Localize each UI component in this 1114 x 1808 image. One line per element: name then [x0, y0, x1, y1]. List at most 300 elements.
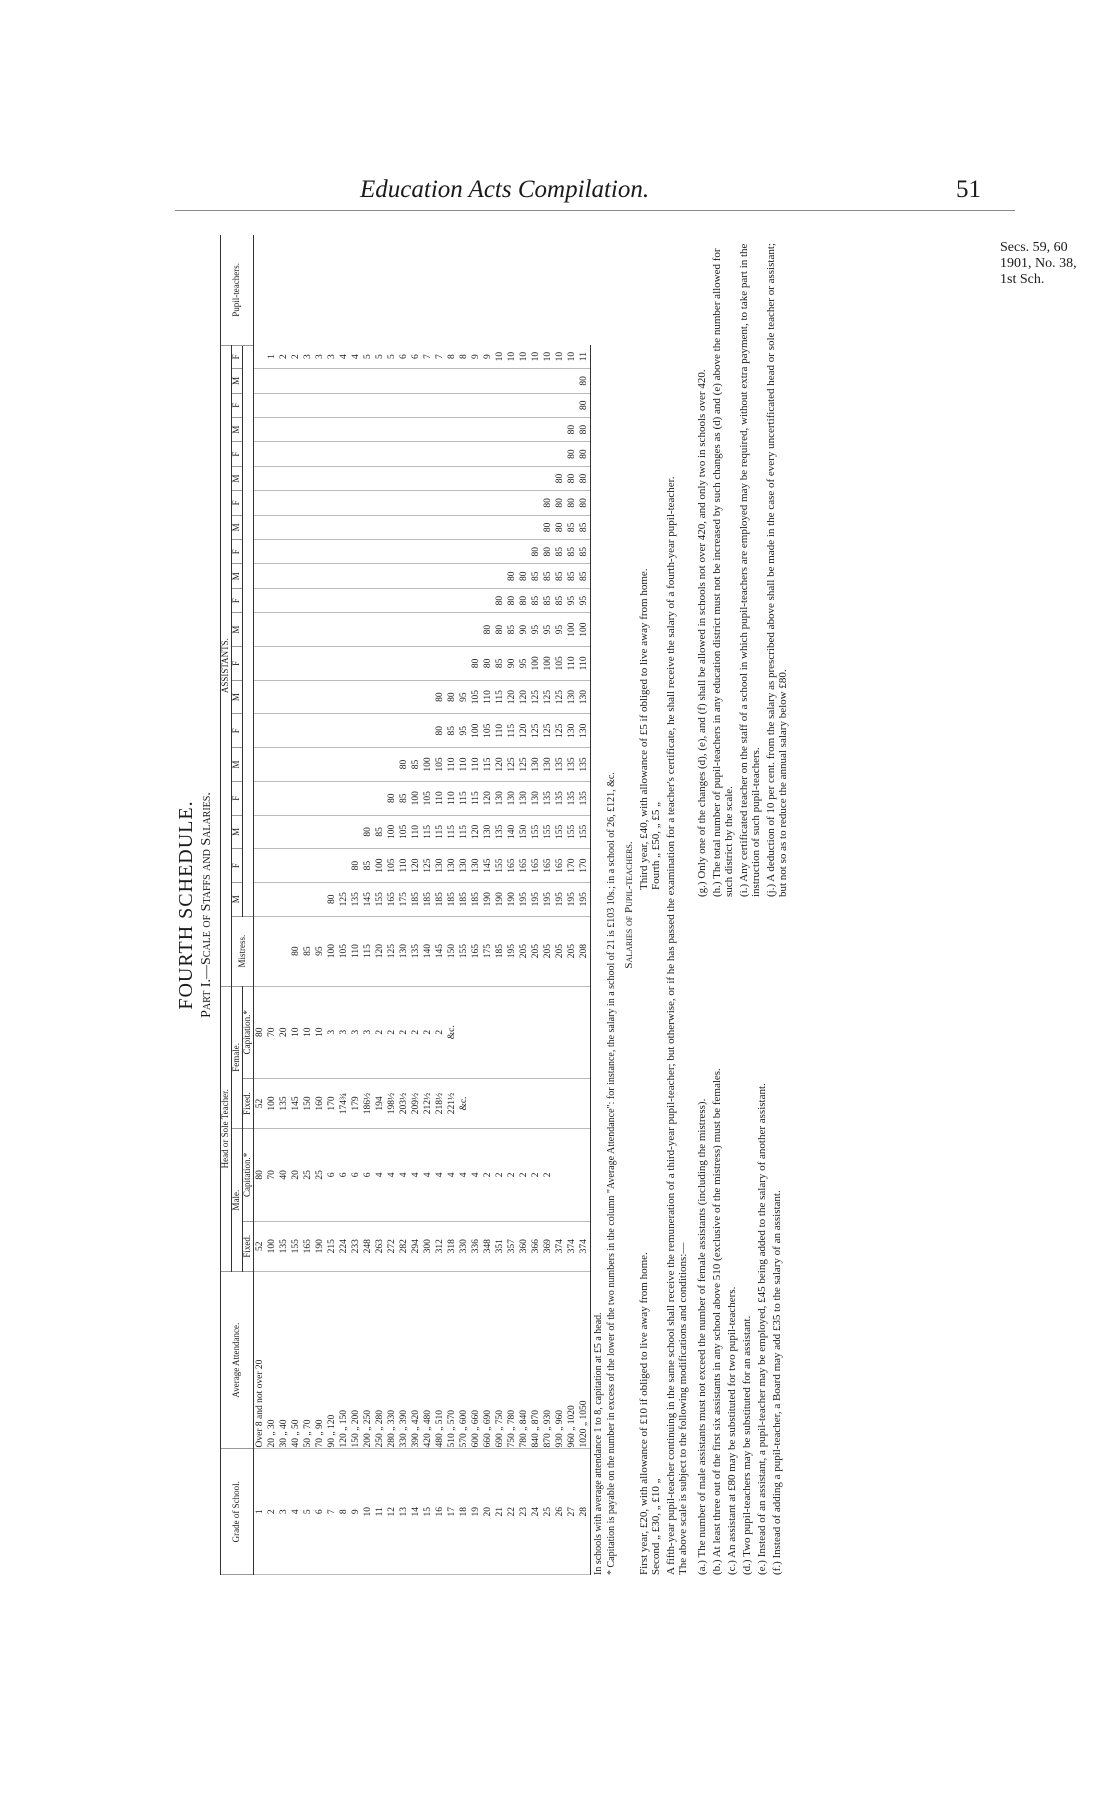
- table-cell: [266, 680, 278, 714]
- table-cell: [266, 714, 278, 748]
- table-cell: [302, 466, 314, 490]
- table-cell: [362, 748, 374, 782]
- table-cell: [266, 849, 278, 883]
- table-cell: 10: [494, 345, 506, 368]
- table-cell: 95: [458, 680, 470, 714]
- table-cell: 218½: [434, 1078, 446, 1128]
- table-cell: 155: [458, 916, 470, 986]
- table-cell: [338, 515, 350, 539]
- table-cell: 30 „ 40: [278, 1271, 290, 1449]
- table-cell: 2: [386, 986, 398, 1078]
- table-cell: [290, 491, 302, 515]
- table-cell: [326, 748, 338, 782]
- salary-line: First year, £20, with allowance of £10 if obliged to live away from home.: [638, 1252, 651, 1575]
- table-cell: [338, 393, 350, 417]
- table-cell: [254, 515, 267, 539]
- table-cell: 150: [302, 1078, 314, 1128]
- table-cell: [302, 417, 314, 441]
- table-cell: [458, 393, 470, 417]
- table-cell: 175: [398, 882, 410, 916]
- table-cell: [326, 714, 338, 748]
- table-cell: 215: [326, 1221, 338, 1271]
- table-cell: [362, 491, 374, 515]
- table-cell: 185: [458, 882, 470, 916]
- table-cell: [470, 442, 482, 466]
- table-cell: 105: [398, 815, 410, 849]
- col-m: M: [232, 815, 243, 849]
- table-cell: [338, 781, 350, 815]
- table-cell: [542, 442, 554, 466]
- table-cell: 6: [410, 345, 422, 368]
- table-cell: [446, 515, 458, 539]
- table-cell: 135: [350, 882, 362, 916]
- table-cell: [290, 588, 302, 612]
- table-cell: 2: [398, 986, 410, 1078]
- table-cell: [362, 613, 374, 647]
- table-cell: 115: [422, 815, 434, 849]
- table-cell: [290, 714, 302, 748]
- table-cell: 110: [410, 815, 422, 849]
- table-cell: 200 „ 250: [362, 1271, 374, 1449]
- table-cell: [278, 680, 290, 714]
- table-cell: 125: [554, 680, 566, 714]
- table-cell: [422, 613, 434, 647]
- table-cell: [506, 491, 518, 515]
- table-cell: 80: [554, 515, 566, 539]
- table-cell: 115: [482, 748, 494, 782]
- table-cell: 10: [542, 345, 554, 368]
- table-cell: 20 „ 30: [266, 1271, 278, 1449]
- table-cell: 70: [266, 986, 278, 1078]
- table-cell: [290, 417, 302, 441]
- table-cell: [458, 466, 470, 490]
- table-cell: [434, 417, 446, 441]
- table-cell: 4: [434, 1129, 446, 1221]
- table-cell: [302, 564, 314, 588]
- table-cell: [290, 466, 302, 490]
- table-cell: 294: [410, 1221, 422, 1271]
- table-row: [398, 235, 410, 1575]
- col-assistants: ASSISTANTS.: [221, 345, 232, 986]
- table-cell: [302, 849, 314, 883]
- table-cell: [338, 564, 350, 588]
- table-cell: 125: [338, 882, 350, 916]
- table-cell: [338, 815, 350, 849]
- table-cell: [422, 714, 434, 748]
- table-cell: 11: [578, 345, 591, 368]
- table-cell: [326, 491, 338, 515]
- table-cell: [386, 588, 398, 612]
- table-cell: 150: [446, 916, 458, 986]
- table-cell: 80: [434, 714, 446, 748]
- table-cell: 26: [554, 1449, 566, 1575]
- table-cell: [278, 442, 290, 466]
- table-cell: 10: [362, 1449, 374, 1575]
- table-row: [470, 235, 482, 1575]
- table-cell: 25: [542, 1449, 554, 1575]
- table-cell: 570 „ 600: [458, 1271, 470, 1449]
- table-cell: [254, 849, 267, 883]
- table-cell: 930 „ 960: [554, 1271, 566, 1449]
- table-cell: 205: [566, 916, 578, 986]
- table-row: [350, 235, 362, 1575]
- table-cell: 85: [494, 647, 506, 681]
- table-cell: 120: [506, 680, 518, 714]
- table-cell: 1020 „ 1050: [578, 1271, 591, 1449]
- table-cell: 85: [446, 714, 458, 748]
- table-cell: 130: [494, 781, 506, 815]
- table-cell: 165: [386, 882, 398, 916]
- table-row: [554, 235, 566, 1575]
- table-cell: 80: [578, 442, 591, 466]
- table-cell: [302, 882, 314, 916]
- small-schools-note: In schools with average attendance 1 to 8, capitation at £5 a head.: [593, 1312, 605, 1575]
- table-cell: 110: [566, 647, 578, 681]
- table-cell: 20: [278, 986, 290, 1078]
- table-cell: 2: [506, 1129, 518, 1221]
- table-cell: [542, 986, 554, 1078]
- salary-table: [220, 235, 591, 1575]
- table-cell: 369: [542, 1221, 554, 1271]
- table-cell: 130: [530, 748, 542, 782]
- table-cell: 135: [278, 1221, 290, 1271]
- table-cell: [314, 647, 326, 681]
- table-cell: 6: [326, 1129, 338, 1221]
- table-cell: 110: [350, 916, 362, 986]
- table-cell: 125: [542, 714, 554, 748]
- table-cell: [542, 417, 554, 441]
- table-cell: [362, 714, 374, 748]
- table-cell: [470, 564, 482, 588]
- table-cell: 6: [350, 1129, 362, 1221]
- table-cell: [362, 540, 374, 564]
- table-cell: [314, 466, 326, 490]
- table-cell: [290, 748, 302, 782]
- table-cell: 105: [470, 680, 482, 714]
- table-cell: [458, 588, 470, 612]
- table-cell: [254, 466, 267, 490]
- table-cell: 100: [566, 613, 578, 647]
- table-cell: [350, 647, 362, 681]
- table-cell: [386, 564, 398, 588]
- table-cell: 10: [554, 345, 566, 368]
- table-cell: [530, 466, 542, 490]
- table-cell: 357: [506, 1221, 518, 1271]
- capitation-footnote: * Capitation is payable on the number in excess of the lower of the two numbers in the column "Average Attendance": for instance, the salary in a school of 21 is £103 10s.; in a school of 26, £121, &c.: [606, 772, 618, 1575]
- table-cell: [446, 369, 458, 393]
- table-cell: [266, 540, 278, 564]
- table-cell: 80: [434, 680, 446, 714]
- table-cell: 135: [494, 815, 506, 849]
- table-cell: 100: [542, 647, 554, 681]
- table-cell: 165: [302, 1221, 314, 1271]
- table-cell: 125: [530, 680, 542, 714]
- table-cell: [398, 680, 410, 714]
- table-cell: 20: [482, 1449, 494, 1575]
- table-cell: 195: [530, 882, 542, 916]
- table-cell: [566, 986, 578, 1078]
- table-cell: 5: [374, 345, 386, 368]
- table-cell: 130: [482, 815, 494, 849]
- table-row: [506, 235, 518, 1575]
- table-cell: [362, 466, 374, 490]
- table-cell: [254, 369, 267, 393]
- table-cell: 80: [398, 748, 410, 782]
- table-row: [302, 235, 314, 1575]
- table-cell: [422, 393, 434, 417]
- col-capitation: Capitation.*: [243, 986, 254, 1078]
- salary-line: Second „ £30, „ £10 „: [650, 1478, 663, 1575]
- margin-line: Secs. 59, 60: [1000, 240, 1068, 255]
- table-cell: [410, 369, 422, 393]
- table-cell: [386, 491, 398, 515]
- table-cell: [314, 815, 326, 849]
- table-cell: 100: [386, 815, 398, 849]
- table-cell: 110: [482, 680, 494, 714]
- table-cell: [350, 588, 362, 612]
- table-cell: [350, 417, 362, 441]
- table-cell: 3: [302, 345, 314, 368]
- table-cell: [506, 540, 518, 564]
- table-cell: [290, 564, 302, 588]
- table-cell: 195: [506, 916, 518, 986]
- table-cell: 510 „ 570: [446, 1271, 458, 1449]
- table-cell: [314, 781, 326, 815]
- table-cell: [554, 393, 566, 417]
- table-cell: 351: [494, 1221, 506, 1271]
- table-cell: [578, 1078, 591, 1128]
- table-cell: [422, 369, 434, 393]
- table-cell: [314, 714, 326, 748]
- table-cell: 690 „ 750: [494, 1271, 506, 1449]
- table-cell: 960 „ 1020: [566, 1271, 578, 1449]
- table-cell: 185: [434, 882, 446, 916]
- table-cell: 52: [254, 1078, 267, 1128]
- col-f: F: [232, 540, 243, 564]
- table-cell: [422, 466, 434, 490]
- table-cell: [422, 417, 434, 441]
- table-cell: 95: [314, 916, 326, 986]
- table-cell: [470, 393, 482, 417]
- salary-line: Fourth „ £50, „ £5 „: [650, 802, 663, 890]
- table-cell: [374, 491, 386, 515]
- table-cell: 3: [314, 345, 326, 368]
- table-cell: [494, 515, 506, 539]
- schedule-subtitle: Part I.—Scale of Staffs and Salaries.: [199, 792, 214, 1018]
- table-cell: 145: [362, 882, 374, 916]
- table-cell: 70 „ 90: [314, 1271, 326, 1449]
- table-cell: 4: [374, 1129, 386, 1221]
- table-cell: [446, 417, 458, 441]
- table-cell: [338, 466, 350, 490]
- table-cell: 208: [578, 916, 591, 986]
- table-cell: 179: [350, 1078, 362, 1128]
- table-cell: 3: [326, 986, 338, 1078]
- table-cell: 2: [482, 1129, 494, 1221]
- table-cell: [254, 442, 267, 466]
- table-cell: 9: [482, 345, 494, 368]
- table-cell: [398, 647, 410, 681]
- table-cell: [518, 417, 530, 441]
- table-cell: 135: [542, 781, 554, 815]
- table-cell: [278, 417, 290, 441]
- table-cell: [290, 781, 302, 815]
- condition: (j.) A deduction of 10 per cent. from the salary as prescribed above shall be made in the case of every uncertificated head or sole teacher or assistant; but not so as to reduce the annual salary below £80.: [765, 243, 790, 897]
- table-cell: [482, 588, 494, 612]
- table-cell: 195: [554, 882, 566, 916]
- table-cell: [254, 680, 267, 714]
- table-cell: [254, 393, 267, 417]
- table-cell: 95: [554, 613, 566, 647]
- table-cell: [458, 515, 470, 539]
- table-cell: 85: [542, 588, 554, 612]
- table-cell: 110: [578, 647, 591, 681]
- table-cell: 80: [482, 613, 494, 647]
- table-cell: [482, 417, 494, 441]
- table-cell: 85: [566, 515, 578, 539]
- table-cell: 2: [518, 1129, 530, 1221]
- table-cell: [350, 815, 362, 849]
- table-cell: [518, 393, 530, 417]
- table-cell: [314, 748, 326, 782]
- table-cell: 80: [554, 491, 566, 515]
- table-cell: 360: [518, 1221, 530, 1271]
- table-cell: [266, 369, 278, 393]
- table-cell: [458, 647, 470, 681]
- table-cell: 2: [410, 986, 422, 1078]
- table-cell: [482, 491, 494, 515]
- table-cell: [566, 1129, 578, 1221]
- table-cell: [302, 680, 314, 714]
- table-cell: [254, 540, 267, 564]
- table-cell: 212½: [422, 1078, 434, 1128]
- table-cell: 85: [398, 781, 410, 815]
- table-cell: [338, 491, 350, 515]
- table-cell: [446, 393, 458, 417]
- table-cell: 4: [350, 345, 362, 368]
- table-cell: 4: [386, 1129, 398, 1221]
- table-cell: 16: [434, 1449, 446, 1575]
- condition: (h.) The total number of pupil-teachers in any education district must not be increased by such changes as (d) and (e) above the number allowed for such district by the scale.: [710, 248, 735, 897]
- table-row: [422, 235, 434, 1575]
- table-cell: 100: [266, 1078, 278, 1128]
- table-cell: [506, 466, 518, 490]
- table-cell: [542, 393, 554, 417]
- table-cell: [530, 515, 542, 539]
- table-cell: 4: [290, 1449, 302, 1575]
- table-cell: [458, 564, 470, 588]
- table-cell: [290, 882, 302, 916]
- table-cell: 80: [494, 588, 506, 612]
- table-cell: [470, 540, 482, 564]
- table-row: [362, 235, 374, 1575]
- table-cell: [302, 815, 314, 849]
- table-cell: 85: [302, 916, 314, 986]
- table-cell: 4: [470, 1129, 482, 1221]
- col-f: F: [232, 442, 243, 466]
- table-cell: 80: [506, 564, 518, 588]
- table-cell: 95: [542, 613, 554, 647]
- table-cell: 85: [542, 564, 554, 588]
- table-cell: 780 „ 840: [518, 1271, 530, 1449]
- table-cell: [326, 588, 338, 612]
- table-cell: 233: [350, 1221, 362, 1271]
- table-cell: 80: [542, 515, 554, 539]
- table-cell: [362, 369, 374, 393]
- table-cell: [446, 613, 458, 647]
- table-cell: &c.: [458, 1078, 470, 1128]
- table-cell: &c.: [446, 986, 458, 1078]
- table-cell: [326, 466, 338, 490]
- table-cell: 224: [338, 1221, 350, 1271]
- table-cell: 130: [578, 714, 591, 748]
- table-cell: 28: [578, 1449, 591, 1575]
- table-cell: 3: [278, 1449, 290, 1575]
- table-cell: [278, 540, 290, 564]
- table-cell: [278, 491, 290, 515]
- table-cell: [386, 466, 398, 490]
- table-cell: [542, 369, 554, 393]
- table-cell: [350, 714, 362, 748]
- col-male: Male.: [232, 1129, 243, 1272]
- table-cell: [470, 588, 482, 612]
- table-cell: 7: [422, 345, 434, 368]
- table-cell: [338, 613, 350, 647]
- table-cell: [434, 564, 446, 588]
- table-cell: [254, 564, 267, 588]
- table-cell: 5: [302, 1449, 314, 1575]
- table-cell: 2: [494, 1129, 506, 1221]
- table-cell: [410, 564, 422, 588]
- table-cell: [434, 613, 446, 647]
- table-cell: 80: [566, 491, 578, 515]
- table-cell: [362, 680, 374, 714]
- table-cell: [578, 986, 591, 1078]
- table-cell: [302, 647, 314, 681]
- table-cell: 125: [506, 748, 518, 782]
- table-cell: 85: [530, 588, 542, 612]
- table-cell: [494, 564, 506, 588]
- col-f: F: [232, 491, 243, 515]
- table-cell: [374, 714, 386, 748]
- table-cell: [518, 1078, 530, 1128]
- table-cell: [278, 714, 290, 748]
- table-cell: [374, 564, 386, 588]
- table-cell: 840 „ 870: [530, 1271, 542, 1449]
- table-cell: [314, 369, 326, 393]
- table-cell: 95: [530, 613, 542, 647]
- table-cell: [254, 613, 267, 647]
- table-cell: 135: [578, 748, 591, 782]
- col-f: F: [232, 345, 243, 368]
- table-cell: [278, 748, 290, 782]
- table-cell: 110: [446, 748, 458, 782]
- table-cell: [386, 647, 398, 681]
- condition: (e.) Instead of an assistant, a pupil-teacher may be employed, £45 being added to the salary of another assistant.: [755, 1083, 768, 1575]
- table-cell: 6: [398, 345, 410, 368]
- table-cell: [434, 540, 446, 564]
- table-cell: [254, 714, 267, 748]
- table-cell: 2: [278, 345, 290, 368]
- table-cell: [374, 466, 386, 490]
- table-cell: [518, 466, 530, 490]
- table-cell: 330: [458, 1221, 470, 1271]
- table-cell: [482, 986, 494, 1078]
- table-cell: 190: [314, 1221, 326, 1271]
- table-cell: 80: [350, 849, 362, 883]
- table-row: [290, 235, 302, 1575]
- table-cell: [374, 540, 386, 564]
